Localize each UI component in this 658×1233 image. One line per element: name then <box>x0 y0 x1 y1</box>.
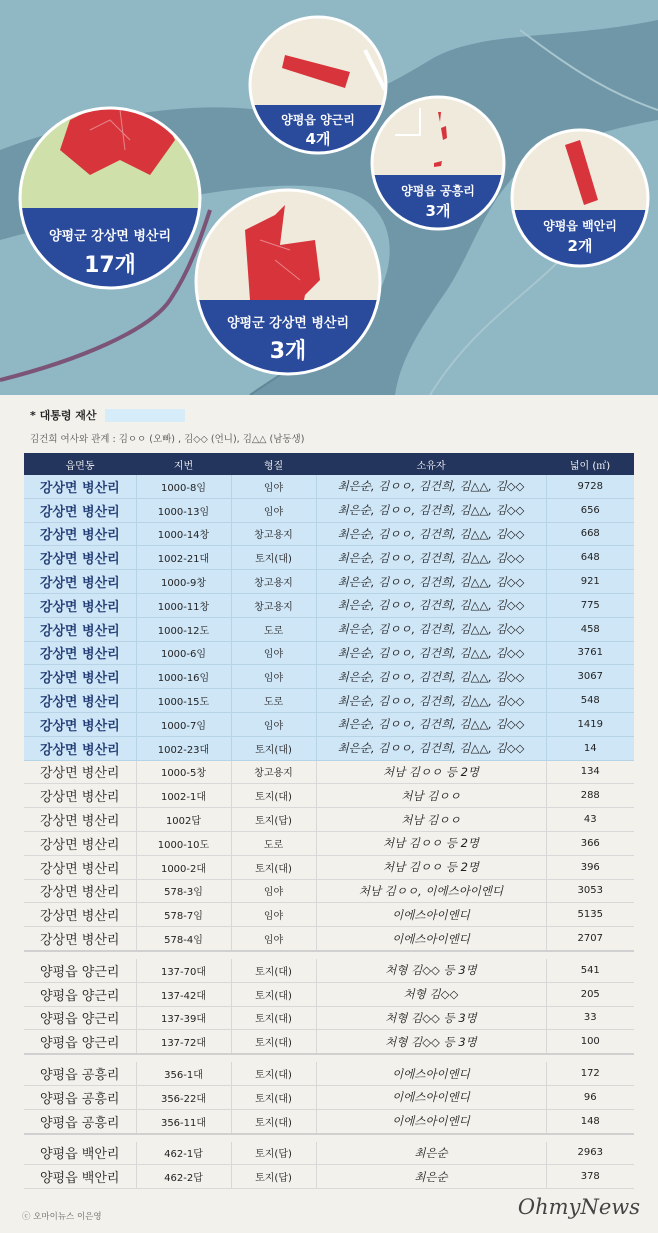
cell-area: 강상면 병산리 <box>24 570 136 594</box>
cell-lot: 356-22대 <box>136 1085 231 1109</box>
table-row <box>24 982 634 1006</box>
table-row <box>24 879 634 903</box>
table-row <box>24 1030 634 1054</box>
cell-type: 임야 <box>231 475 316 498</box>
cell-area: 강상면 병산리 <box>24 665 136 689</box>
cell-owner: 처형 김◇◇ 등 3명 <box>316 1006 546 1030</box>
cell-lot: 1002-23대 <box>136 736 231 760</box>
cell-owner: 최은순, 김ㅇㅇ, 김건희, 김△△, 김◇◇ <box>316 498 546 522</box>
cell-owner: 처형 김◇◇ <box>316 982 546 1006</box>
cell-size: 3053 <box>546 879 634 903</box>
cell-type: 토지(대) <box>231 982 316 1006</box>
group-divider <box>24 1054 634 1062</box>
group-divider-cell <box>24 1054 634 1062</box>
cell-lot: 1000-7임 <box>136 712 231 736</box>
header-size: 넓이 (㎡) <box>546 453 634 475</box>
cell-owner: 처남 김ㅇㅇ 등 2명 <box>316 855 546 879</box>
cell-size: 775 <box>546 593 634 617</box>
cell-type: 토지(답) <box>231 1142 316 1165</box>
cell-type: 임야 <box>231 498 316 522</box>
cell-lot: 1000-9창 <box>136 570 231 594</box>
group-divider-cell <box>24 951 634 959</box>
cell-size: 2963 <box>546 1142 634 1165</box>
table-row <box>24 712 634 736</box>
cell-area: 강상면 병산리 <box>24 498 136 522</box>
cell-size: 378 <box>546 1165 634 1189</box>
cell-type: 도로 <box>231 689 316 713</box>
map-circle-label: 양평군 강상면 병산리 <box>226 316 350 331</box>
cell-lot: 1002-21대 <box>136 546 231 570</box>
credit: ⓒ 오마이뉴스 이은영 <box>22 1212 102 1222</box>
map-circle-label: 양평읍 양근리 <box>281 113 355 127</box>
cell-area: 양평읍 양근리 <box>24 1006 136 1030</box>
cell-type: 창고용지 <box>231 760 316 784</box>
cell-owner: 최은순, 김ㅇㅇ, 김건희, 김△△, 김◇◇ <box>316 689 546 713</box>
cell-area: 양평읍 백안리 <box>24 1165 136 1189</box>
cell-owner: 최은순 <box>316 1142 546 1165</box>
cell-type: 토지(대) <box>231 959 316 982</box>
cell-type: 창고용지 <box>231 593 316 617</box>
cell-size: 458 <box>546 617 634 641</box>
cell-lot: 1000-16임 <box>136 665 231 689</box>
cell-size: 921 <box>546 570 634 594</box>
cell-owner: 최은순, 김ㅇㅇ, 김건희, 김△△, 김◇◇ <box>316 546 546 570</box>
cell-owner: 최은순, 김ㅇㅇ, 김건희, 김△△, 김◇◇ <box>316 593 546 617</box>
map-illustration <box>0 0 658 395</box>
cell-size: 656 <box>546 498 634 522</box>
map-circle-count: 4개 <box>305 130 331 148</box>
cell-area: 강상면 병산리 <box>24 879 136 903</box>
cell-owner: 처남 김ㅇㅇ <box>316 784 546 808</box>
cell-size: 134 <box>546 760 634 784</box>
cell-owner: 처형 김◇◇ 등 3명 <box>316 959 546 982</box>
table-row <box>24 475 634 498</box>
cell-lot: 462-2답 <box>136 1165 231 1189</box>
cell-size: 172 <box>546 1062 634 1085</box>
cell-type: 창고용지 <box>231 570 316 594</box>
cell-owner: 처남 김ㅇㅇ 등 2명 <box>316 831 546 855</box>
cell-owner: 최은순, 김ㅇㅇ, 김건희, 김△△, 김◇◇ <box>316 522 546 546</box>
table-row <box>24 736 634 760</box>
cell-owner: 처남 김ㅇㅇ 등 2명 <box>316 760 546 784</box>
cell-size: 1419 <box>546 712 634 736</box>
cell-type: 토지(대) <box>231 1085 316 1109</box>
cell-area: 강상면 병산리 <box>24 475 136 498</box>
cell-type: 토지(대) <box>231 546 316 570</box>
cell-lot: 137-70대 <box>136 959 231 982</box>
cell-owner: 이에스아이엔디 <box>316 1062 546 1085</box>
cell-type: 도로 <box>231 617 316 641</box>
cell-lot: 137-42대 <box>136 982 231 1006</box>
cell-lot: 1000-13임 <box>136 498 231 522</box>
cell-type: 토지(대) <box>231 784 316 808</box>
cell-owner: 처남 김ㅇㅇ, 이에스아이엔디 <box>316 879 546 903</box>
cell-lot: 1000-8임 <box>136 475 231 498</box>
cell-type: 토지(대) <box>231 1062 316 1085</box>
cell-size: 366 <box>546 831 634 855</box>
group-divider <box>24 951 634 959</box>
cell-area: 양평읍 공흥리 <box>24 1085 136 1109</box>
table-row <box>24 1142 634 1165</box>
cell-size: 396 <box>546 855 634 879</box>
cell-size: 3067 <box>546 665 634 689</box>
table-row <box>24 760 634 784</box>
table-row <box>24 593 634 617</box>
table-row <box>24 546 634 570</box>
cell-lot: 1000-14창 <box>136 522 231 546</box>
cell-lot: 1000-11창 <box>136 593 231 617</box>
cell-lot: 578-3임 <box>136 879 231 903</box>
cell-owner: 처형 김◇◇ 등 3명 <box>316 1030 546 1054</box>
cell-size: 548 <box>546 689 634 713</box>
cell-lot: 1000-12도 <box>136 617 231 641</box>
cell-owner: 이에스아이엔디 <box>316 1109 546 1133</box>
cell-area: 강상면 병산리 <box>24 927 136 951</box>
table-body <box>24 475 634 1189</box>
map-circle-count: 17개 <box>84 253 136 278</box>
cell-area: 강상면 병산리 <box>24 617 136 641</box>
cell-size: 43 <box>546 808 634 832</box>
cell-owner: 최은순, 김ㅇㅇ, 김건희, 김△△, 김◇◇ <box>316 570 546 594</box>
cell-lot: 1000-10도 <box>136 831 231 855</box>
cell-type: 임야 <box>231 903 316 927</box>
table-row <box>24 641 634 665</box>
cell-lot: 356-1대 <box>136 1062 231 1085</box>
cell-size: 668 <box>546 522 634 546</box>
cell-area: 양평읍 양근리 <box>24 1030 136 1054</box>
cell-type: 토지(대) <box>231 855 316 879</box>
cell-owner: 최은순, 김ㅇㅇ, 김건희, 김△△, 김◇◇ <box>316 475 546 498</box>
cell-area: 양평읍 공흥리 <box>24 1109 136 1133</box>
table-row <box>24 1006 634 1030</box>
cell-owner: 최은순, 김ㅇㅇ, 김건희, 김△△, 김◇◇ <box>316 736 546 760</box>
cell-lot: 1000-6임 <box>136 641 231 665</box>
cell-owner: 이에스아이엔디 <box>316 903 546 927</box>
cell-size: 648 <box>546 546 634 570</box>
group-divider-cell <box>24 1134 634 1142</box>
cell-lot: 578-4임 <box>136 927 231 951</box>
cell-type: 임야 <box>231 879 316 903</box>
cell-type: 도로 <box>231 831 316 855</box>
table-header <box>24 453 634 475</box>
cell-size: 5135 <box>546 903 634 927</box>
table-row <box>24 1165 634 1189</box>
cell-size: 148 <box>546 1109 634 1133</box>
map-circle-count: 3개 <box>425 202 451 220</box>
cell-area: 강상면 병산리 <box>24 712 136 736</box>
cell-type: 토지(대) <box>231 1030 316 1054</box>
cell-area: 양평읍 공흥리 <box>24 1062 136 1085</box>
cell-area: 강상면 병산리 <box>24 808 136 832</box>
cell-area: 양평읍 양근리 <box>24 959 136 982</box>
table-row <box>24 498 634 522</box>
cell-type: 토지(답) <box>231 1165 316 1189</box>
table-row <box>24 1085 634 1109</box>
table-row <box>24 617 634 641</box>
cell-type: 임야 <box>231 712 316 736</box>
cell-area: 양평읍 양근리 <box>24 982 136 1006</box>
cell-area: 강상면 병산리 <box>24 831 136 855</box>
cell-lot: 1002-1대 <box>136 784 231 808</box>
table-row <box>24 665 634 689</box>
cell-lot: 137-72대 <box>136 1030 231 1054</box>
cell-type: 임야 <box>231 665 316 689</box>
cell-lot: 462-1답 <box>136 1142 231 1165</box>
legend-swatch <box>105 409 185 422</box>
cell-lot: 356-11대 <box>136 1109 231 1133</box>
cell-size: 96 <box>546 1085 634 1109</box>
cell-lot: 1002답 <box>136 808 231 832</box>
map-circle-label: 양평읍 백안리 <box>543 219 617 233</box>
cell-area: 강상면 병산리 <box>24 903 136 927</box>
table-row <box>24 855 634 879</box>
land-table <box>24 453 634 1189</box>
cell-owner: 최은순 <box>316 1165 546 1189</box>
cell-owner: 이에스아이엔디 <box>316 927 546 951</box>
cell-size: 9728 <box>546 475 634 498</box>
cell-type: 토지(대) <box>231 1109 316 1133</box>
table-row <box>24 903 634 927</box>
header-lot: 지번 <box>136 453 231 475</box>
map-circle-label: 양평읍 공흥리 <box>401 184 475 198</box>
cell-type: 토지(답) <box>231 808 316 832</box>
cell-area: 강상면 병산리 <box>24 736 136 760</box>
table-row <box>24 522 634 546</box>
cell-type: 토지(대) <box>231 736 316 760</box>
header-type: 형질 <box>231 453 316 475</box>
cell-area: 강상면 병산리 <box>24 546 136 570</box>
cell-type: 토지(대) <box>231 1006 316 1030</box>
map-circle-count: 2개 <box>567 237 593 255</box>
cell-type: 임야 <box>231 641 316 665</box>
cell-area: 강상면 병산리 <box>24 689 136 713</box>
cell-owner: 최은순, 김ㅇㅇ, 김건희, 김△△, 김◇◇ <box>316 665 546 689</box>
table-row <box>24 831 634 855</box>
cell-size: 541 <box>546 959 634 982</box>
legend <box>30 407 304 445</box>
table-row <box>24 784 634 808</box>
header-area: 읍면동 <box>24 453 136 475</box>
cell-area: 양평읍 백안리 <box>24 1142 136 1165</box>
cell-lot: 1000-5창 <box>136 760 231 784</box>
cell-area: 강상면 병산리 <box>24 855 136 879</box>
cell-owner: 최은순, 김ㅇㅇ, 김건희, 김△△, 김◇◇ <box>316 712 546 736</box>
header-owner: 소유자 <box>316 453 546 475</box>
cell-size: 3761 <box>546 641 634 665</box>
cell-area: 강상면 병산리 <box>24 641 136 665</box>
legend-title: * 대통령 재산 <box>30 409 97 422</box>
cell-owner: 이에스아이엔디 <box>316 1085 546 1109</box>
table-row <box>24 808 634 832</box>
legend-note: 김건희 여사와 관계 : 김ㅇㅇ (오빠) , 김◇◇ (언니), 김△△ (남동생) <box>30 434 305 445</box>
cell-size: 100 <box>546 1030 634 1054</box>
cell-type: 임야 <box>231 927 316 951</box>
cell-size: 2707 <box>546 927 634 951</box>
cell-area: 강상면 병산리 <box>24 784 136 808</box>
cell-area: 강상면 병산리 <box>24 593 136 617</box>
cell-lot: 137-39대 <box>136 1006 231 1030</box>
cell-owner: 최은순, 김ㅇㅇ, 김건희, 김△△, 김◇◇ <box>316 641 546 665</box>
group-divider <box>24 1134 634 1142</box>
table-row <box>24 1062 634 1085</box>
cell-area: 강상면 병산리 <box>24 522 136 546</box>
cell-owner: 최은순, 김ㅇㅇ, 김건희, 김△△, 김◇◇ <box>316 617 546 641</box>
cell-size: 288 <box>546 784 634 808</box>
cell-size: 205 <box>546 982 634 1006</box>
table-row <box>24 1109 634 1133</box>
table-row <box>24 927 634 951</box>
cell-lot: 1000-2대 <box>136 855 231 879</box>
table-row <box>24 689 634 713</box>
cell-size: 14 <box>546 736 634 760</box>
cell-area: 강상면 병산리 <box>24 760 136 784</box>
cell-lot: 578-7임 <box>136 903 231 927</box>
cell-lot: 1000-15도 <box>136 689 231 713</box>
cell-owner: 처남 김ㅇㅇ <box>316 808 546 832</box>
map-circle-label: 양평군 강상면 병산리 <box>48 229 172 244</box>
cell-size: 33 <box>546 1006 634 1030</box>
cell-type: 창고용지 <box>231 522 316 546</box>
table-row <box>24 570 634 594</box>
table-row <box>24 959 634 982</box>
brand-logo: OhmyNews <box>517 1195 640 1219</box>
map-circle-count: 3개 <box>269 339 307 364</box>
